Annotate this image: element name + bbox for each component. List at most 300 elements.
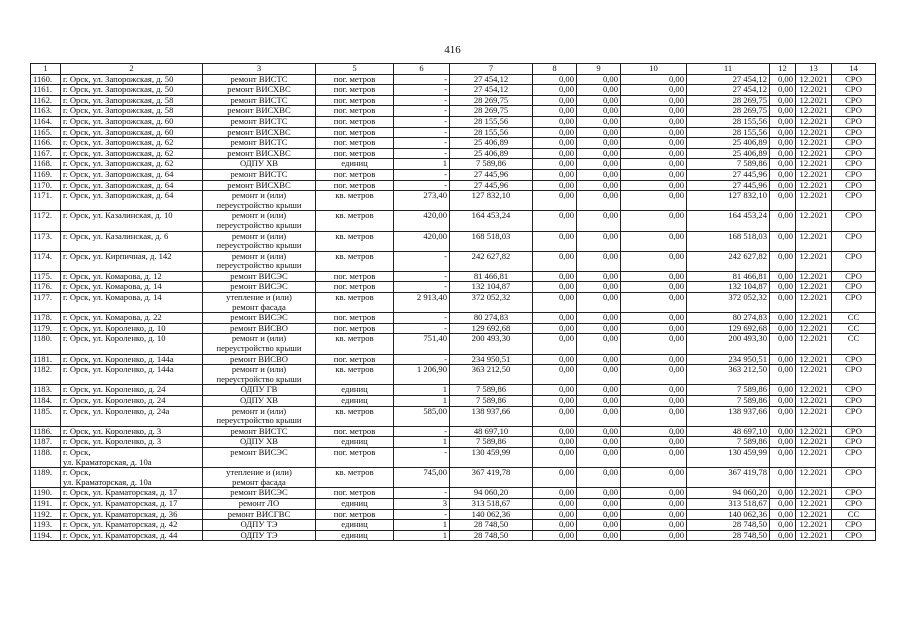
cell-fund-federal: 0,00 [533, 159, 577, 170]
cell-fund-federal: 0,00 [533, 180, 577, 191]
cell-unit: пог. метров [316, 74, 394, 85]
cell-fund-owners: 28 269,75 [687, 95, 770, 106]
cell-total-cost: 367 419,78 [450, 468, 533, 488]
cell-fund-federal: 0,00 [533, 271, 577, 282]
cell-unit: единиц [316, 396, 394, 407]
cell-total-cost: 7 589,86 [450, 437, 533, 448]
cell-fund-owners: 27 454,12 [687, 74, 770, 85]
cell-total-cost: 7 589,86 [450, 385, 533, 396]
cell-work-type: ОДПУ ХВ [203, 159, 316, 170]
column-header: 14 [832, 64, 876, 75]
cell-unit-cost: 0,00 [770, 468, 796, 488]
cell-fund-regional: 0,00 [577, 127, 621, 138]
cell-total-cost: 48 697,10 [450, 426, 533, 437]
cell-fund-regional: 0,00 [577, 148, 621, 159]
cell-fund-local: 0,00 [621, 488, 687, 499]
cell-total-cost: 28 269,75 [450, 95, 533, 106]
cell-fund-owners: 200 493,30 [687, 334, 770, 354]
cell-total-cost: 27 454,12 [450, 74, 533, 85]
cell-volume: - [394, 488, 450, 499]
table-row [31, 323, 876, 334]
cell-unit: пог. метров [316, 488, 394, 499]
cell-row-number: 1189. [31, 468, 61, 488]
cell-fund-local: 0,00 [621, 468, 687, 488]
cell-address: г. Орск, ул. Казалинская, д. 6 [61, 231, 203, 251]
cell-total-cost: 25 406,89 [450, 138, 533, 149]
cell-address: г. Орск, ул. Комарова, д. 14 [61, 282, 203, 293]
cell-unit-cost: 0,00 [770, 509, 796, 520]
table-row [31, 488, 876, 499]
cell-address: г. Орск, ул. Запорожская, д. 50 [61, 85, 203, 96]
cell-work-type: ОДПУ ХВ [203, 437, 316, 448]
cell-fund-owners: 28 155,56 [687, 127, 770, 138]
cell-fund-federal: 0,00 [533, 406, 577, 426]
cell-unit-cost: 0,00 [770, 191, 796, 211]
cell-unit: единиц [316, 437, 394, 448]
cell-address: г. Орск, ул. Краматорская, д. 44 [61, 530, 203, 541]
cell-unit: единиц [316, 498, 394, 509]
cell-deadline: 12.2021 [796, 169, 832, 180]
cell-method: СРО [832, 385, 876, 396]
cell-method: СРО [832, 116, 876, 127]
cell-work-type: ремонт ВИСЭС [203, 488, 316, 499]
cell-fund-owners: 28 748,50 [687, 530, 770, 541]
cell-deadline: 12.2021 [796, 323, 832, 334]
cell-address: г. Орск, ул. Короленко, д. 10 [61, 323, 203, 334]
cell-row-number: 1188. [31, 447, 61, 467]
cell-row-number: 1187. [31, 437, 61, 448]
cell-fund-owners: 28 155,56 [687, 116, 770, 127]
cell-method: СРО [832, 488, 876, 499]
cell-total-cost: 94 060,20 [450, 488, 533, 499]
cell-row-number: 1167. [31, 148, 61, 159]
cell-unit-cost: 0,00 [770, 231, 796, 251]
cell-fund-regional: 0,00 [577, 498, 621, 509]
cell-row-number: 1162. [31, 95, 61, 106]
cell-fund-owners: 130 459,99 [687, 447, 770, 467]
column-header: 6 [394, 64, 450, 75]
cell-volume: - [394, 426, 450, 437]
cell-fund-federal: 0,00 [533, 426, 577, 437]
table-row [31, 354, 876, 365]
cell-method: СРО [832, 106, 876, 117]
cell-address: г. Орск, ул. Короленко, д. 24а [61, 406, 203, 426]
cell-fund-owners: 7 589,86 [687, 385, 770, 396]
cell-fund-local: 0,00 [621, 293, 687, 313]
cell-unit: кв. метров [316, 406, 394, 426]
cell-deadline: 12.2021 [796, 159, 832, 170]
table-row [31, 251, 876, 271]
cell-address: г. Орск, ул. Краматорская, д. 10а [61, 468, 203, 488]
cell-total-cost: 25 406,89 [450, 148, 533, 159]
cell-row-number: 1182. [31, 365, 61, 385]
cell-fund-local: 0,00 [621, 116, 687, 127]
cell-total-cost: 140 062,36 [450, 509, 533, 520]
cell-fund-owners: 27 445,96 [687, 169, 770, 180]
cell-volume: 585,00 [394, 406, 450, 426]
cell-fund-local: 0,00 [621, 127, 687, 138]
cell-method: СРО [832, 437, 876, 448]
cell-deadline: 12.2021 [796, 365, 832, 385]
cell-address: г. Орск, ул. Комарова, д. 14 [61, 293, 203, 313]
cell-fund-regional: 0,00 [577, 468, 621, 488]
cell-work-type: ремонт и (или) переустройство крыши [203, 211, 316, 231]
cell-fund-federal: 0,00 [533, 323, 577, 334]
cell-address: г. Орск, ул. Запорожская, д. 64 [61, 180, 203, 191]
cell-unit-cost: 0,00 [770, 211, 796, 231]
cell-total-cost: 28 748,50 [450, 530, 533, 541]
table-row [31, 138, 876, 149]
cell-unit: пог. метров [316, 323, 394, 334]
cell-unit-cost: 0,00 [770, 396, 796, 407]
cell-fund-owners: 28 269,75 [687, 106, 770, 117]
cell-fund-local: 0,00 [621, 437, 687, 448]
cell-unit: пог. метров [316, 116, 394, 127]
table-row [31, 106, 876, 117]
cell-unit-cost: 0,00 [770, 148, 796, 159]
cell-method: СРО [832, 211, 876, 231]
cell-row-number: 1178. [31, 313, 61, 324]
cell-total-cost: 372 052,32 [450, 293, 533, 313]
cell-fund-federal: 0,00 [533, 211, 577, 231]
cell-work-type: ОДПУ ТЭ [203, 520, 316, 531]
cell-volume: 1 [394, 520, 450, 531]
cell-unit: пог. метров [316, 180, 394, 191]
cell-unit-cost: 0,00 [770, 313, 796, 324]
cell-unit-cost: 0,00 [770, 85, 796, 96]
cell-row-number: 1174. [31, 251, 61, 271]
cell-volume: - [394, 354, 450, 365]
cell-total-cost: 363 212,50 [450, 365, 533, 385]
cell-row-number: 1164. [31, 116, 61, 127]
cell-unit: кв. метров [316, 211, 394, 231]
cell-deadline: 12.2021 [796, 437, 832, 448]
cell-total-cost: 28 748,50 [450, 520, 533, 531]
cell-total-cost: 81 466,81 [450, 271, 533, 282]
cell-row-number: 1180. [31, 334, 61, 354]
cell-method: СРО [832, 95, 876, 106]
cell-row-number: 1171. [31, 191, 61, 211]
cell-fund-regional: 0,00 [577, 211, 621, 231]
cell-unit: кв. метров [316, 293, 394, 313]
cell-work-type: ремонт ВИСТС [203, 169, 316, 180]
cell-unit-cost: 0,00 [770, 293, 796, 313]
table-body [31, 74, 876, 541]
cell-method: СРО [832, 169, 876, 180]
cell-fund-regional: 0,00 [577, 282, 621, 293]
cell-unit: единиц [316, 520, 394, 531]
cell-fund-owners: 234 950,51 [687, 354, 770, 365]
cell-deadline: 12.2021 [796, 447, 832, 467]
cell-fund-local: 0,00 [621, 313, 687, 324]
cell-fund-local: 0,00 [621, 498, 687, 509]
cell-address: г. Орск, ул. Кирпичная, д. 142 [61, 251, 203, 271]
cell-deadline: 12.2021 [796, 334, 832, 354]
cell-row-number: 1177. [31, 293, 61, 313]
cell-volume: 1 [394, 385, 450, 396]
cell-row-number: 1160. [31, 74, 61, 85]
cell-address: г. Орск, ул. Запорожская, д. 62 [61, 148, 203, 159]
cell-work-type: ремонт ВИСТС [203, 116, 316, 127]
cell-fund-owners: 27 454,12 [687, 85, 770, 96]
cell-fund-owners: 7 589,86 [687, 437, 770, 448]
cell-method: СРО [832, 520, 876, 531]
cell-row-number: 1194. [31, 530, 61, 541]
cell-total-cost: 28 155,56 [450, 116, 533, 127]
cell-unit-cost: 0,00 [770, 426, 796, 437]
cell-unit: пог. метров [316, 313, 394, 324]
cell-fund-federal: 0,00 [533, 365, 577, 385]
cell-fund-owners: 25 406,89 [687, 138, 770, 149]
cell-deadline: 12.2021 [796, 406, 832, 426]
cell-unit: пог. метров [316, 282, 394, 293]
cell-unit-cost: 0,00 [770, 159, 796, 170]
cell-fund-owners: 132 104,87 [687, 282, 770, 293]
cell-fund-regional: 0,00 [577, 106, 621, 117]
cell-total-cost: 80 274,83 [450, 313, 533, 324]
cell-method: СРО [832, 498, 876, 509]
cell-fund-federal: 0,00 [533, 191, 577, 211]
cell-deadline: 12.2021 [796, 271, 832, 282]
cell-work-type: ремонт и (или) переустройство крыши [203, 365, 316, 385]
cell-unit: пог. метров [316, 271, 394, 282]
cell-fund-local: 0,00 [621, 271, 687, 282]
cell-method: СРО [832, 127, 876, 138]
cell-unit-cost: 0,00 [770, 498, 796, 509]
cell-total-cost: 242 627,82 [450, 251, 533, 271]
cell-fund-local: 0,00 [621, 211, 687, 231]
cell-work-type: ремонт ВИСЭС [203, 282, 316, 293]
cell-deadline: 12.2021 [796, 127, 832, 138]
cell-address: г. Орск, ул. Короленко, д. 24 [61, 396, 203, 407]
cell-total-cost: 7 589,86 [450, 396, 533, 407]
table-row [31, 530, 876, 541]
cell-fund-owners: 372 052,32 [687, 293, 770, 313]
cell-work-type: утепление и (или) ремонт фасада [203, 293, 316, 313]
cell-deadline: 12.2021 [796, 282, 832, 293]
cell-fund-owners: 127 832,10 [687, 191, 770, 211]
cell-fund-regional: 0,00 [577, 354, 621, 365]
cell-volume: - [394, 282, 450, 293]
cell-unit: кв. метров [316, 468, 394, 488]
cell-work-type: ОДПУ ГВ [203, 385, 316, 396]
table-row [31, 406, 876, 426]
table-row [31, 293, 876, 313]
cell-deadline: 12.2021 [796, 138, 832, 149]
cell-fund-regional: 0,00 [577, 334, 621, 354]
table-row [31, 468, 876, 488]
table-row [31, 191, 876, 211]
cell-unit: пог. метров [316, 148, 394, 159]
cell-volume: - [394, 95, 450, 106]
cell-method: СРО [832, 191, 876, 211]
cell-fund-local: 0,00 [621, 334, 687, 354]
table-row [31, 282, 876, 293]
cell-deadline: 12.2021 [796, 148, 832, 159]
cell-fund-regional: 0,00 [577, 323, 621, 334]
cell-volume: 751,40 [394, 334, 450, 354]
cell-fund-local: 0,00 [621, 191, 687, 211]
cell-unit-cost: 0,00 [770, 180, 796, 191]
cell-fund-local: 0,00 [621, 520, 687, 531]
cell-total-cost: 234 950,51 [450, 354, 533, 365]
table-row [31, 159, 876, 170]
cell-volume: - [394, 148, 450, 159]
table-row [31, 211, 876, 231]
cell-unit: пог. метров [316, 426, 394, 437]
table-row [31, 127, 876, 138]
cell-fund-federal: 0,00 [533, 293, 577, 313]
cell-volume: - [394, 106, 450, 117]
cell-method: СРО [832, 180, 876, 191]
cell-row-number: 1192. [31, 509, 61, 520]
cell-volume: - [394, 313, 450, 324]
cell-address: г. Орск, ул. Краматорская, д. 36 [61, 509, 203, 520]
table-row [31, 116, 876, 127]
cell-address: г. Орск, ул. Короленко, д. 10 [61, 334, 203, 354]
cell-unit: пог. метров [316, 138, 394, 149]
cell-work-type: ремонт ВИСХВС [203, 148, 316, 159]
table-row [31, 447, 876, 467]
cell-volume: - [394, 271, 450, 282]
cell-fund-regional: 0,00 [577, 138, 621, 149]
cell-fund-federal: 0,00 [533, 313, 577, 324]
cell-fund-local: 0,00 [621, 95, 687, 106]
cell-fund-federal: 0,00 [533, 116, 577, 127]
cell-fund-owners: 168 518,03 [687, 231, 770, 251]
cell-row-number: 1170. [31, 180, 61, 191]
cell-method: СРО [832, 231, 876, 251]
cell-fund-federal: 0,00 [533, 354, 577, 365]
cell-unit-cost: 0,00 [770, 365, 796, 385]
table-row [31, 148, 876, 159]
cell-fund-owners: 138 937,66 [687, 406, 770, 426]
column-header: 10 [621, 64, 687, 75]
cell-fund-federal: 0,00 [533, 231, 577, 251]
cell-unit: кв. метров [316, 231, 394, 251]
cell-method: СРО [832, 447, 876, 467]
cell-fund-federal: 0,00 [533, 74, 577, 85]
cell-fund-regional: 0,00 [577, 530, 621, 541]
cell-address: г. Орск, ул. Краматорская, д. 42 [61, 520, 203, 531]
capital-repair-table [30, 63, 876, 541]
cell-row-number: 1175. [31, 271, 61, 282]
table-row [31, 271, 876, 282]
cell-address: г. Орск, ул. Запорожская, д. 64 [61, 191, 203, 211]
cell-fund-regional: 0,00 [577, 85, 621, 96]
cell-fund-local: 0,00 [621, 530, 687, 541]
cell-unit-cost: 0,00 [770, 530, 796, 541]
cell-unit-cost: 0,00 [770, 334, 796, 354]
cell-method: СРО [832, 530, 876, 541]
cell-deadline: 12.2021 [796, 116, 832, 127]
cell-fund-regional: 0,00 [577, 426, 621, 437]
cell-total-cost: 164 453,24 [450, 211, 533, 231]
cell-method: СРО [832, 85, 876, 96]
cell-address: г. Орск, ул. Запорожская, д. 58 [61, 95, 203, 106]
cell-volume: - [394, 447, 450, 467]
cell-address: г. Орск, ул. Запорожская, д. 64 [61, 169, 203, 180]
column-header: 8 [533, 64, 577, 75]
cell-volume: - [394, 127, 450, 138]
column-header: 5 [316, 64, 394, 75]
cell-fund-regional: 0,00 [577, 406, 621, 426]
cell-unit-cost: 0,00 [770, 406, 796, 426]
cell-total-cost: 138 937,66 [450, 406, 533, 426]
cell-unit: единиц [316, 385, 394, 396]
cell-unit-cost: 0,00 [770, 169, 796, 180]
table-row [31, 95, 876, 106]
cell-unit-cost: 0,00 [770, 74, 796, 85]
cell-deadline: 12.2021 [796, 106, 832, 117]
cell-method: СС [832, 334, 876, 354]
cell-work-type: ремонт ВИСГВС [203, 509, 316, 520]
cell-fund-local: 0,00 [621, 251, 687, 271]
cell-fund-local: 0,00 [621, 180, 687, 191]
cell-deadline: 12.2021 [796, 313, 832, 324]
cell-fund-owners: 48 697,10 [687, 426, 770, 437]
cell-volume: - [394, 509, 450, 520]
cell-work-type: ремонт и (или) переустройство крыши [203, 231, 316, 251]
cell-method: СРО [832, 138, 876, 149]
cell-fund-regional: 0,00 [577, 271, 621, 282]
cell-deadline: 12.2021 [796, 251, 832, 271]
cell-deadline: 12.2021 [796, 180, 832, 191]
cell-fund-regional: 0,00 [577, 488, 621, 499]
cell-unit: пог. метров [316, 354, 394, 365]
cell-unit-cost: 0,00 [770, 447, 796, 467]
cell-volume: - [394, 323, 450, 334]
cell-volume: - [394, 251, 450, 271]
cell-fund-federal: 0,00 [533, 251, 577, 271]
cell-fund-federal: 0,00 [533, 138, 577, 149]
cell-unit-cost: 0,00 [770, 488, 796, 499]
cell-work-type: ремонт и (или) переустройство крыши [203, 406, 316, 426]
cell-unit: пог. метров [316, 509, 394, 520]
cell-deadline: 12.2021 [796, 488, 832, 499]
cell-deadline: 12.2021 [796, 509, 832, 520]
cell-fund-federal: 0,00 [533, 468, 577, 488]
cell-volume: 745,00 [394, 468, 450, 488]
cell-row-number: 1193. [31, 520, 61, 531]
cell-method: СРО [832, 354, 876, 365]
cell-method: СРО [832, 406, 876, 426]
cell-fund-federal: 0,00 [533, 488, 577, 499]
cell-address: г. Орск, ул. Комарова, д. 22 [61, 313, 203, 324]
cell-fund-federal: 0,00 [533, 334, 577, 354]
cell-unit: кв. метров [316, 365, 394, 385]
cell-total-cost: 313 518,67 [450, 498, 533, 509]
cell-fund-federal: 0,00 [533, 148, 577, 159]
cell-work-type: ремонт ВИСЭС [203, 313, 316, 324]
cell-unit-cost: 0,00 [770, 437, 796, 448]
cell-fund-local: 0,00 [621, 231, 687, 251]
cell-fund-federal: 0,00 [533, 509, 577, 520]
table-row [31, 313, 876, 324]
cell-fund-local: 0,00 [621, 396, 687, 407]
column-header: 13 [796, 64, 832, 75]
cell-fund-owners: 81 466,81 [687, 271, 770, 282]
cell-fund-local: 0,00 [621, 509, 687, 520]
cell-unit-cost: 0,00 [770, 116, 796, 127]
cell-unit: пог. метров [316, 127, 394, 138]
cell-address: г. Орск, ул. Запорожская, д. 58 [61, 106, 203, 117]
cell-fund-local: 0,00 [621, 365, 687, 385]
cell-work-type: ремонт ВИСТС [203, 138, 316, 149]
cell-deadline: 12.2021 [796, 191, 832, 211]
cell-fund-regional: 0,00 [577, 520, 621, 531]
column-header: 7 [450, 64, 533, 75]
